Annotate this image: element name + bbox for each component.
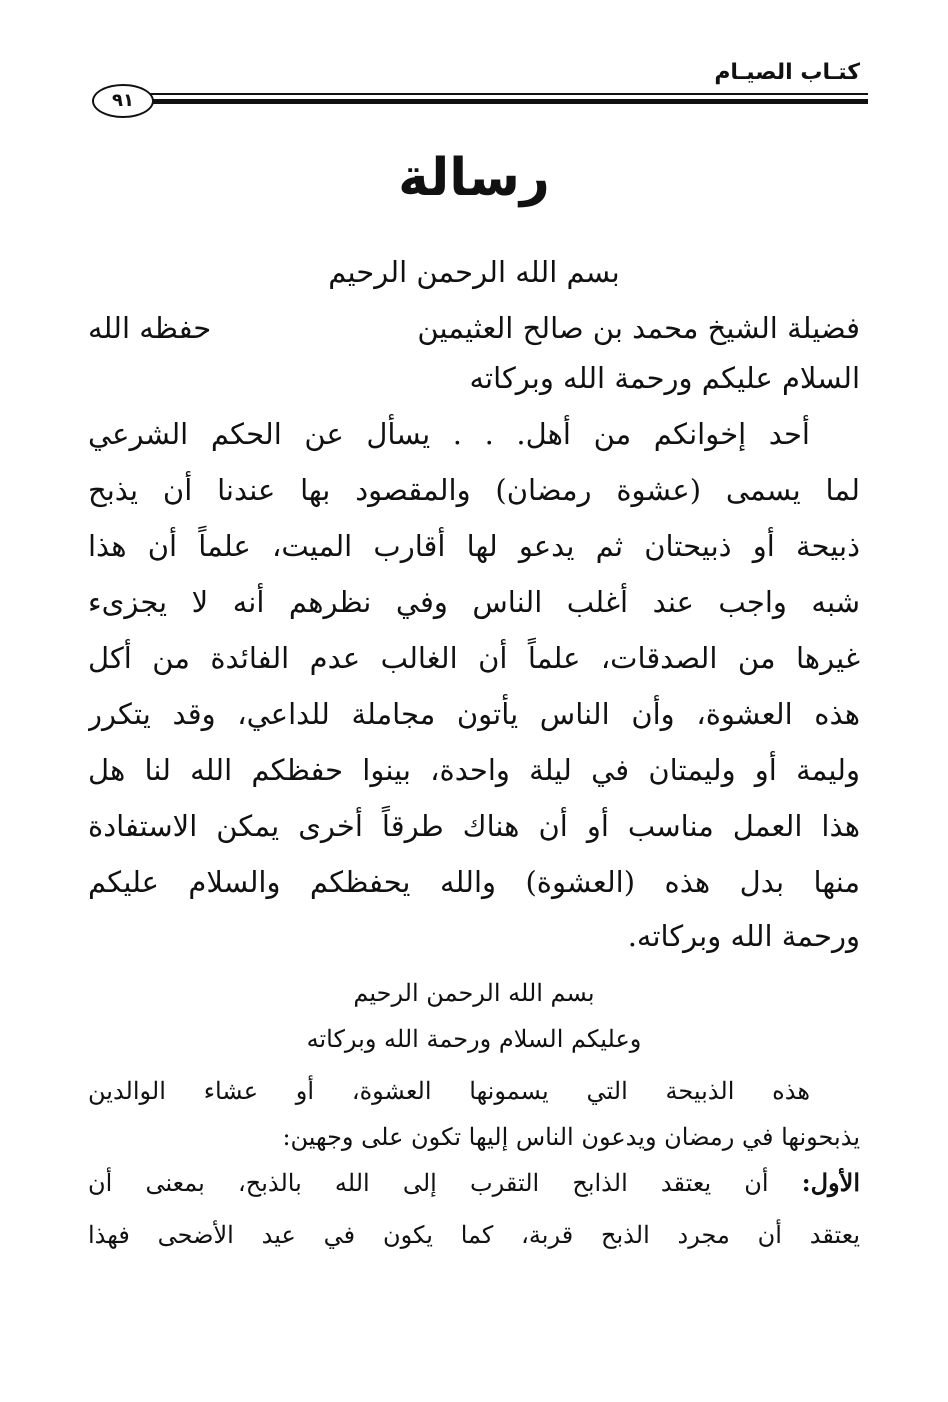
answer-line: هذه الذبيحة التي يسمونها العشوة، أو عشاء الوالدين	[88, 1077, 810, 1105]
addressee-row	[88, 300, 860, 356]
answer-first-point	[88, 1160, 860, 1206]
answer-salutation: وعليكم السلام ورحمة الله وبركاته	[306, 1025, 642, 1053]
addressee-name: فضيلة الشيخ محمد بن صالح العثيمين	[417, 311, 860, 345]
question-line: شبه واجب عند أغلب الناس وفي نظرهم أنه لا يجزىء	[88, 585, 860, 619]
header-rule-thick	[150, 99, 868, 104]
question-line: ذبيحة أو ذبيحتان ثم يدعو لها أقارب الميت، علماً أن هذا	[88, 529, 860, 563]
question-line: لما يسمى (عشوة رمضان) والمقصود بها عندنا أن يذبح	[88, 473, 860, 507]
first-point-text: أن يعتقد الذابح التقرب إلى الله بالذبح، بمعنى أن	[88, 1169, 769, 1197]
question-basmala: بسم الله الرحمن الرحيم	[328, 255, 620, 289]
page-number: ٩١	[92, 84, 154, 118]
question-line: غيرها من الصدقات، علماً أن الغالب عدم الفائدة من أكل	[88, 641, 860, 675]
answer-basmala: بسم الله الرحمن الرحيم	[353, 979, 595, 1007]
header-rule-thin	[150, 93, 868, 95]
answer-line: يذبحونها في رمضان ويدعون الناس إليها تكون على وجهين:	[282, 1123, 860, 1151]
question-line: منها بدل هذه (العشوة) والله يحفظكم والسلام عليكم	[88, 865, 860, 899]
answer-line: يعتقد أن مجرد الذبح قربة، كما يكون في عيد الأضحى فهذا	[88, 1221, 860, 1249]
question-salutation: السلام عليكم ورحمة الله وبركاته	[469, 361, 860, 395]
addressee-blessing: حفظه الله	[88, 311, 212, 345]
first-point-label: الأول:	[801, 1168, 860, 1197]
section-heading: رسالة	[398, 148, 550, 208]
question-line: ورحمة الله وبركاته.	[627, 919, 860, 953]
book-title: كتـاب الصيـام	[714, 60, 860, 85]
question-line: أحد إخوانكم من أهل. . . يسأل عن الحكم الشرعي	[88, 417, 810, 451]
question-line: هذه العشوة، وأن الناس يأتون مجاملة للداعي، وقد يتكرر	[88, 697, 860, 731]
question-line: وليمة أو وليمتان في ليلة واحدة، بينوا حفظكم الله لنا هل	[88, 753, 860, 787]
question-line: هذا العمل مناسب أو أن هناك طرقاً أخرى يمكن الاستفادة	[88, 809, 860, 843]
